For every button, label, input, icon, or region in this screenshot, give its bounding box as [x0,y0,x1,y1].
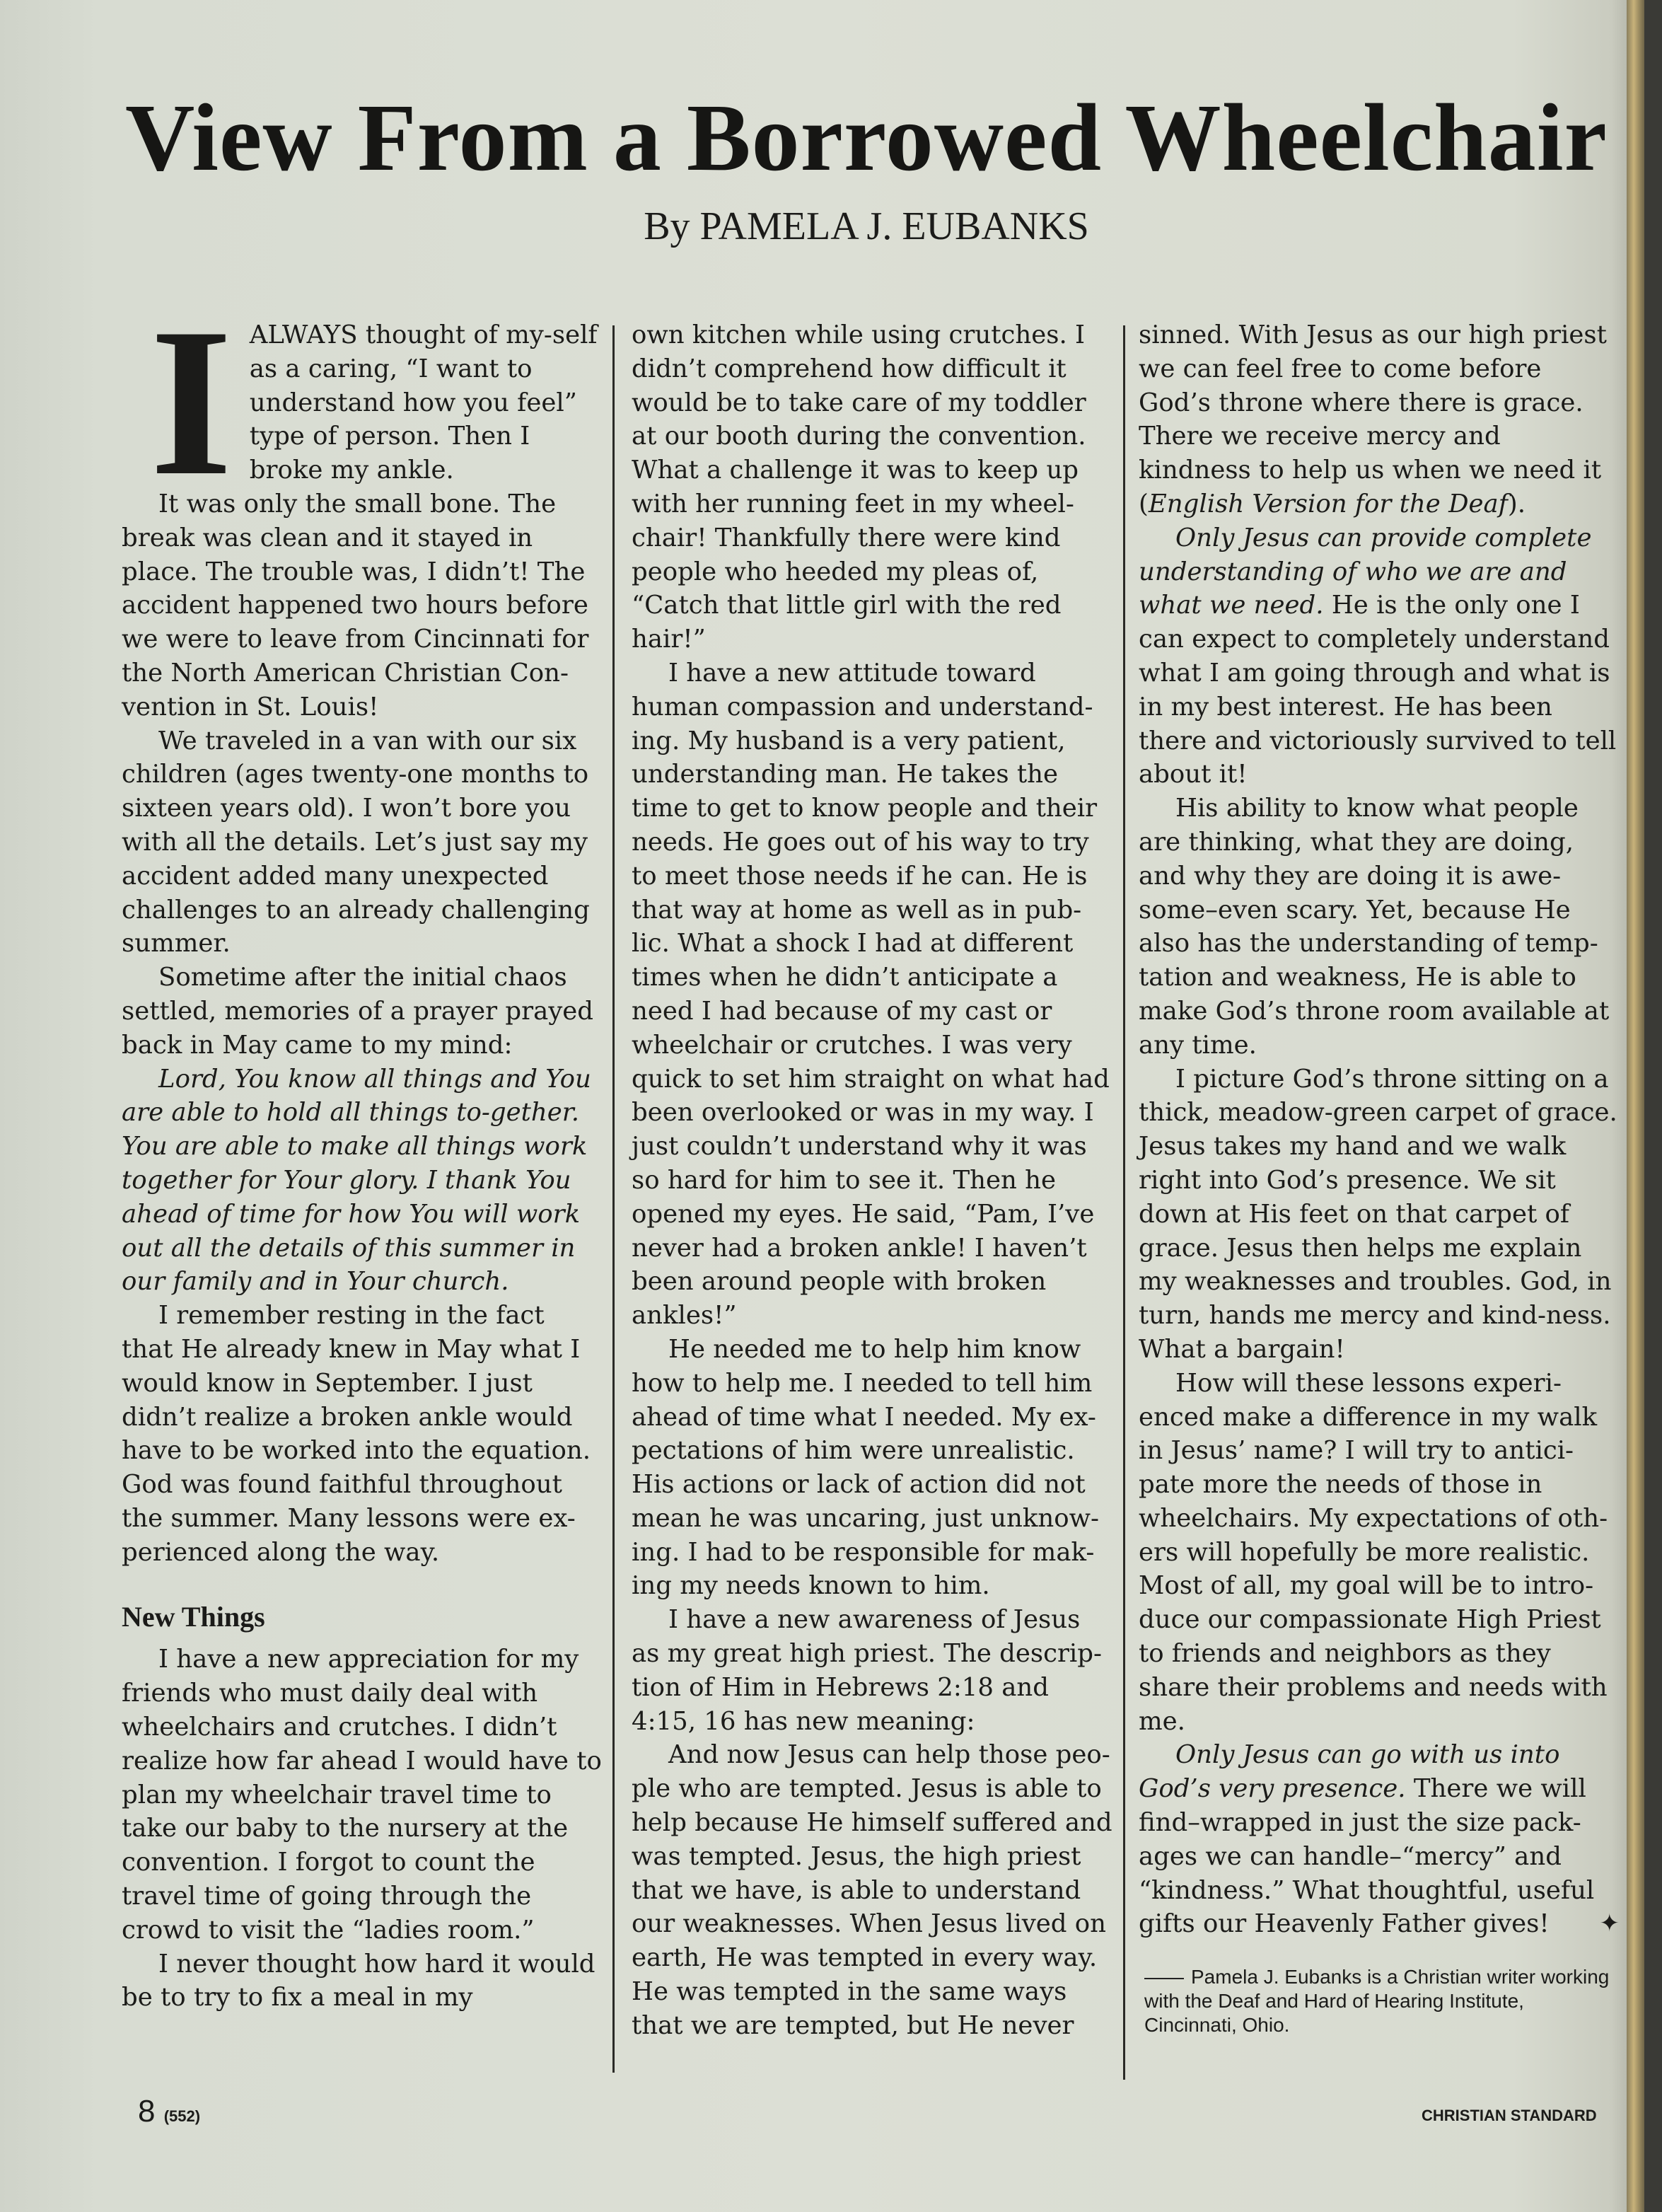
author-rule [1144,1978,1184,1979]
scripture-quote: And now Jesus can help those peo-ple who are tempted. Jesus is able to help because He himself suffered and was tempted. Jesus, the high priest that we have, is able to understand our weaknesses. When Jesus lived on earth, He was tempted in every way. He was tempted in the same ways that we are tempted, but He never [632,1740,1112,2040]
paragraph: ALWAYS thought of my-self as a caring, “I want to understand how you feel” type of person. Then I broke my ankle. [249,320,598,485]
end-mark-icon: ✦ [1599,1909,1620,1938]
paragraph: I remember resting in the fact that He already knew in May what I would know in September. I just didn’t realize a broken ankle would have to be worked into the equation. God was found faithful throughout the summer. Many lessons were ex-perienced along the way. [122,1301,591,1567]
paragraph: It was only the small bone. The break was clean and it stayed in place. The trouble was, I didn’t! The accident happened two hours before we were to leave from Cincinnati for the North American Christian Con-vention in St. Louis! [122,489,589,722]
drop-cap: I [150,284,233,519]
paragraph: I have a new awareness of Jesus as my great high priest. The descrip-tion of Him in Hebrews 2:18 and 4:15, 16 has new meaning: [632,1605,1103,1736]
paragraph [1139,318,1620,521]
text-run: There we will find–wrapped in just the size pack-ages we can handle–“mercy” and “kindness.” What thoughtful, useful gifts our Heavenly Father gives! [1139,1774,1595,1939]
prayer-paragraph: Lord, You know all things and You are able to hold all things to-gether. You are able to make all things work together for Your glory. I thank You ahead of time for how You will work out all the details of this summer in our family and in Your church. [122,1064,591,1297]
text-run: ). [1507,489,1526,519]
paragraph: We traveled in a van with our six children (ages twenty-one months to sixteen years old). I won’t bore you with all the details. Let’s just say my accident added many unexpected challenges to an already challenging summer. [122,726,590,959]
paragraph: own kitchen while using crutches. I didn’t comprehend how difficult it would be to take care of my toddler at our booth during the convention. What a challenge it was to keep up with her running feet in my wheel-chair! Thankfully there were kind people who heeded my pleas of, “Catch that little girl with the red hair!” [632,320,1086,654]
paragraph: I have a new attitude toward human compassion and understand-ing. My husband is a very patient, understanding man. He takes the time to get to know people and their needs. He goes out of his way to try to meet those needs if he can. He is that way at home as well as in pub-lic. What a shock I had at different times when he didn’t anticipate a need I had because of my cast or wheelchair or crutches. I was very quick to set him straight on what had been overlooked or was in my way. I just couldn’t understand why it was so hard for him to see it. Then he opened my eyes. He said, “Pam, I’ve never had a broken ankle! I haven’t been around people with broken ankles!” [632,658,1110,1331]
italic-citation: English Version for the Deaf [1148,489,1508,519]
paragraph: I picture God’s throne sitting on a thick, meadow-green carpet of grace. Jesus takes my hand and we walk right into God’s presence. We sit down at His feet on that carpet of grace. Jesus then helps me explain my weaknesses and troubles. God, in turn, hands me mercy and kind-ness. What a bargain! [1139,1064,1617,1364]
paragraph: I never thought how hard it would be to try to fix a meal in my [122,1949,595,2013]
column-3 [1139,318,1620,2037]
paragraph [1139,1738,1620,1941]
column-rule-2 [1123,325,1125,2080]
italic-run: Only Jesus can provide complete understanding of who we are and what we need. [1139,523,1592,620]
magazine-name: CHRISTIAN STANDARD [1422,2107,1597,2124]
paragraph: Sometime after the initial chaos settled, memories of a prayer prayed back in May came to my mind: [122,963,594,1060]
paragraph: How will these lessons experi-enced make a difference in my walk in Jesus’ name? I will try to antici-pate more the needs of those in wheelchairs. My expectations of oth-ers will hopefully be more realistic. Most of all, my goal will be to intro-duce our compassionate High Priest to friends and neighbors as they share their problems and needs with me. [1139,1368,1608,1736]
column-rule-1 [612,325,615,2073]
text-run: sinned. With Jesus as our high priest we can feel free to come before God’s throne where there is grace. There we receive mercy and kindness to help us when we need it ( [1139,320,1607,519]
paragraph: His ability to know what people are thinking, what they are doing, and why they are doing it is awe-some–even scary. Yet, because He also has the understanding of temp-tation and weakness, He is able to make God’s throne room available at any time. [1139,794,1610,1060]
page-spine [1627,0,1644,2212]
section-subhead: New Things [122,1601,265,1633]
author-note [1139,1965,1620,2037]
text-run: He is the only one I can expect to completely understand what I am going through and what is in my best interest. He has been there and victoriously survived to tell about it! [1139,591,1617,789]
article-byline: By PAMELA J. EUBANKS [644,204,1089,248]
column-1 [122,284,603,2015]
author-note-text: Pamela J. Eubanks is a Christian writer working with the Deaf and Hard of Hearing Institute, Cincinnati, Ohio. [1144,1966,1610,2037]
page-number-sub: (552) [163,2107,201,2125]
column-2 [632,318,1112,2043]
page-number [138,2094,200,2129]
article-title: View From a Borrowed Wheelchair [125,85,1608,191]
page-number-main: 8 [138,2094,156,2129]
italic-run: Only Jesus can go with us into God’s very presence. [1139,1740,1560,1804]
paragraph [1139,521,1620,792]
paragraph: I have a new appreciation for my friends who must daily deal with wheelchairs and crutches. I didn’t realize how far ahead I would have to plan my wheelchair travel time to take our baby to the nursery at the convention. I forgot to count the travel time of going through the crowd to visit the “ladies room.” [122,1645,602,1945]
paragraph: He needed me to help him know how to help me. I needed to tell him ahead of time what I needed. My ex-pectations of him were unrealistic. His actions or lack of action did not mean he was uncaring, just unknow-ing. I had to be responsible for mak-ing my needs known to him. [632,1334,1099,1601]
